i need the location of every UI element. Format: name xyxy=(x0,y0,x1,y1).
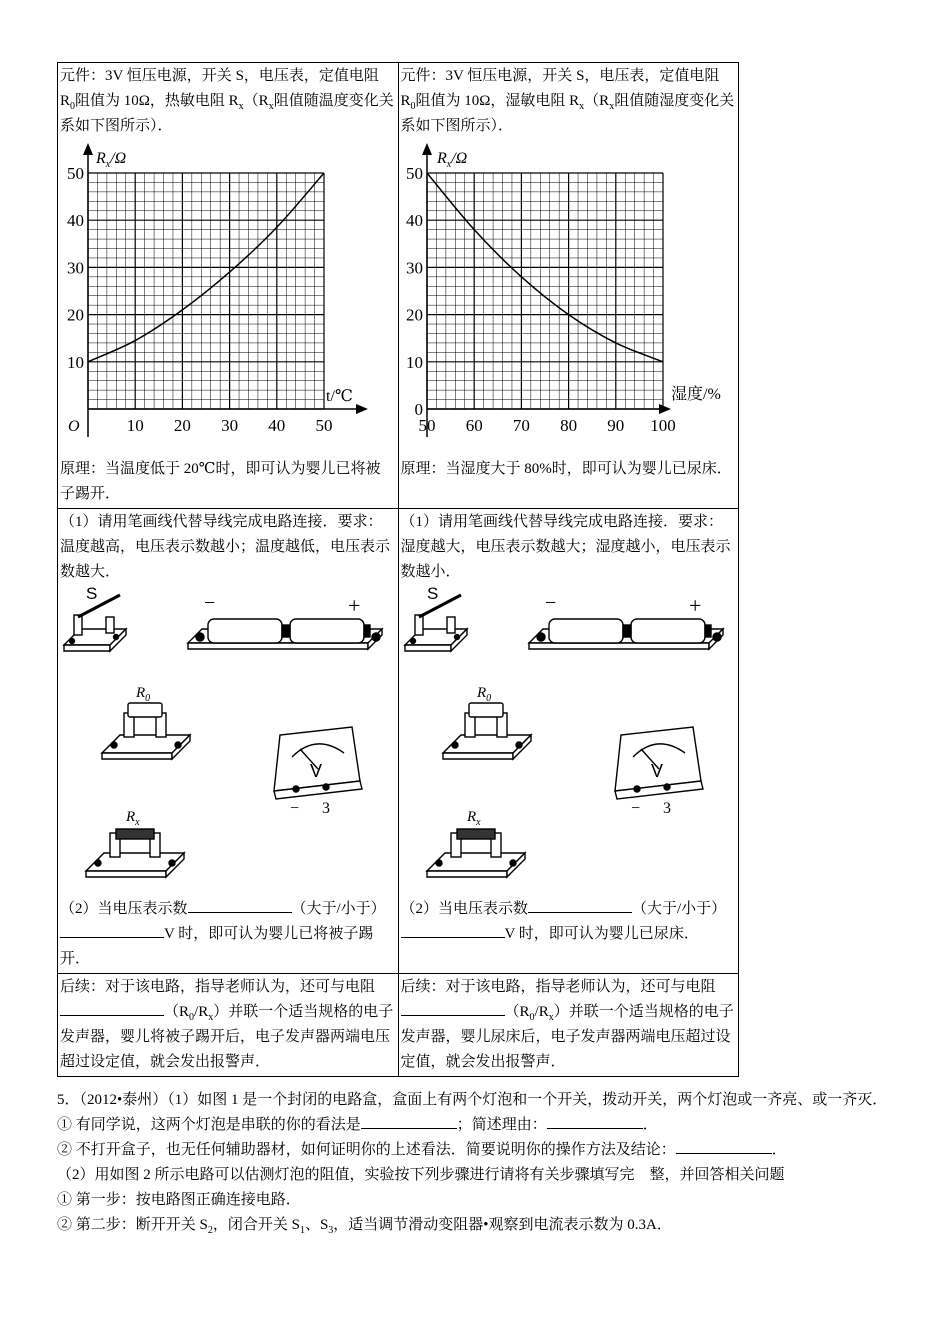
x-axis-label: 湿度/% xyxy=(670,386,721,403)
q5-line4: （2）用如图 2 所示电路可以估测灯泡的阻值，实验按下列步骤进行请将有关步骤填写完 整，并回答相关问题 xyxy=(57,1167,785,1183)
y-tick-label: 40 xyxy=(67,211,84,231)
q5-line5: ① 第一步：按电路图正确连接电路． xyxy=(57,1192,301,1208)
answer-blank[interactable] xyxy=(401,923,505,938)
y-tick-label: 20 xyxy=(67,305,84,325)
component-kit[interactable] xyxy=(64,585,382,877)
q5-line1: 5．（2012•泰州）（1）如图 1 是一个封闭的电路盒，盒面上有两个灯泡和一个开关，拨动开关，两个灯泡或一齐亮、或一齐灭． xyxy=(57,1092,888,1108)
right-followup-cell xyxy=(398,974,739,1077)
right-components-cell xyxy=(398,63,739,509)
right-components-text: 元件：3V 恒压电源，开关 S，电压表，定值电阻 $R_0$阻值为 10Ω，湿敏电阻 $R_x(R_x$阻值随湿度变化关系如下图所示）． xyxy=(400,68,735,134)
x-tick-label: 40 xyxy=(268,416,286,435)
y-tick-label: 30 xyxy=(405,258,423,278)
y-axis-arrow xyxy=(422,143,432,155)
y-axis-arrow xyxy=(83,143,93,155)
answer-blank[interactable] xyxy=(60,1001,164,1016)
left-circuit-cell xyxy=(58,509,399,974)
x-tick-label: 70 xyxy=(512,416,530,435)
y-tick-label: 10 xyxy=(67,352,84,372)
components-row xyxy=(58,63,739,509)
answer-blank[interactable] xyxy=(361,1114,457,1129)
left-components-text: 元件：3V 恒压电源，开关 S，电压表，定值电阻 $R_0$阻值为 10Ω，热敏电阻 $R_x(R_x$阻值随温度变化关系如下图所示）． xyxy=(60,68,394,134)
y-tick-label: 10 xyxy=(405,352,423,372)
origin-label: O xyxy=(68,418,80,435)
y-tick-label: 0 xyxy=(414,400,423,419)
x-tick-label: 10 xyxy=(126,416,144,435)
temperature-resistance-chart xyxy=(60,141,392,457)
y-tick-label: 50 xyxy=(67,164,84,183)
x-tick-label: 100 xyxy=(649,416,676,435)
answer-blank[interactable] xyxy=(676,1139,772,1154)
right-principle: 原理：当湿度大于 80%时，即可认为婴儿已尿床． xyxy=(400,461,732,477)
right-components-figure[interactable] xyxy=(401,585,731,897)
component-kit[interactable] xyxy=(405,585,723,877)
x-axis-label: t/℃ xyxy=(326,388,353,405)
answer-blank[interactable] xyxy=(547,1114,643,1129)
answer-blank[interactable] xyxy=(401,1001,505,1016)
right-q1: （1）请用笔画线代替导线完成电路连接．要求：湿度越大，电压表示数越大；湿度越小，电压表示数越小． xyxy=(400,514,731,580)
y-axis-label: $R_x/\Omega$ xyxy=(436,150,467,170)
x-tick-label: 80 xyxy=(559,416,577,435)
x-axis-arrow xyxy=(659,404,671,414)
left-principle: 原理：当温度低于 20℃时，即可认为婴儿已将被子踢开． xyxy=(60,461,381,502)
comparison-table xyxy=(57,62,739,1077)
answer-blank[interactable] xyxy=(188,898,292,913)
x-tick-label: 90 xyxy=(606,416,624,435)
humidity-resistance-chart xyxy=(401,141,733,457)
left-followup-cell xyxy=(58,974,399,1077)
x-tick-label: 50 xyxy=(418,416,435,435)
q5-line3: ② 不打开盒子，也无任何辅助器材，如何证明你的上述看法．简要说明你的操作方法及结论： ． xyxy=(57,1138,897,1163)
x-tick-label: 20 xyxy=(173,416,191,435)
x-tick-label: 50 xyxy=(315,416,333,435)
follow-up-row xyxy=(58,974,739,1077)
circuit-row xyxy=(58,509,739,974)
left-q2: （2）当电压表示数 （大于/小于）V 时，即可认为婴儿已将被子踢开． xyxy=(60,897,396,972)
y-tick-label: 40 xyxy=(405,211,423,231)
y-axis-label: $R_x/\Omega$ xyxy=(96,150,127,170)
left-q1: （1）请用笔画线代替导线完成电路连接．要求：温度越高，电压表示数越小；温度越低，电压表示数越大． xyxy=(60,514,391,580)
y-tick-label: 30 xyxy=(67,258,84,278)
q5-line6: ② 第二步：断开开关 $S_2$，闭合开关 $S_1$、$S_3$，适当调节滑动变阻器•观察到电流表示数为 0.3A． xyxy=(57,1217,672,1236)
answer-blank[interactable] xyxy=(60,923,164,938)
right-circuit-cell xyxy=(398,509,739,974)
right-q2: （2）当电压表示数 （大于/小于）V 时，即可认为婴儿已尿床． xyxy=(401,897,737,947)
y-tick-label: 20 xyxy=(405,305,423,325)
right-followup: 后续：对于该电路，指导老师认为，还可与电阻$(R_0/R_x)$并联一个适当规格的电子发声器，婴儿尿床后，电子发声器两端电压超过设定值，就会发出报警声． xyxy=(400,979,734,1070)
x-tick-label: 60 xyxy=(465,416,483,435)
left-followup: 后续：对于该电路，指导老师认为，还可与电阻$(R_0/R_x)$并联一个适当规格的电子发声器，婴儿将被子踢开后，电子发声器两端电压超过设定值，就会发出报警声． xyxy=(60,979,394,1070)
question-5 xyxy=(57,1088,897,1238)
answer-blank[interactable] xyxy=(528,898,632,913)
x-axis-arrow xyxy=(356,404,368,414)
q5-line2: ① 有同学说，这两个灯泡是串联的你的看法是 ；简述理由： ． xyxy=(57,1113,897,1138)
left-components-cell xyxy=(58,63,399,509)
x-tick-label: 30 xyxy=(221,416,239,435)
y-tick-label: 50 xyxy=(405,164,423,183)
left-components-figure[interactable] xyxy=(60,585,390,897)
